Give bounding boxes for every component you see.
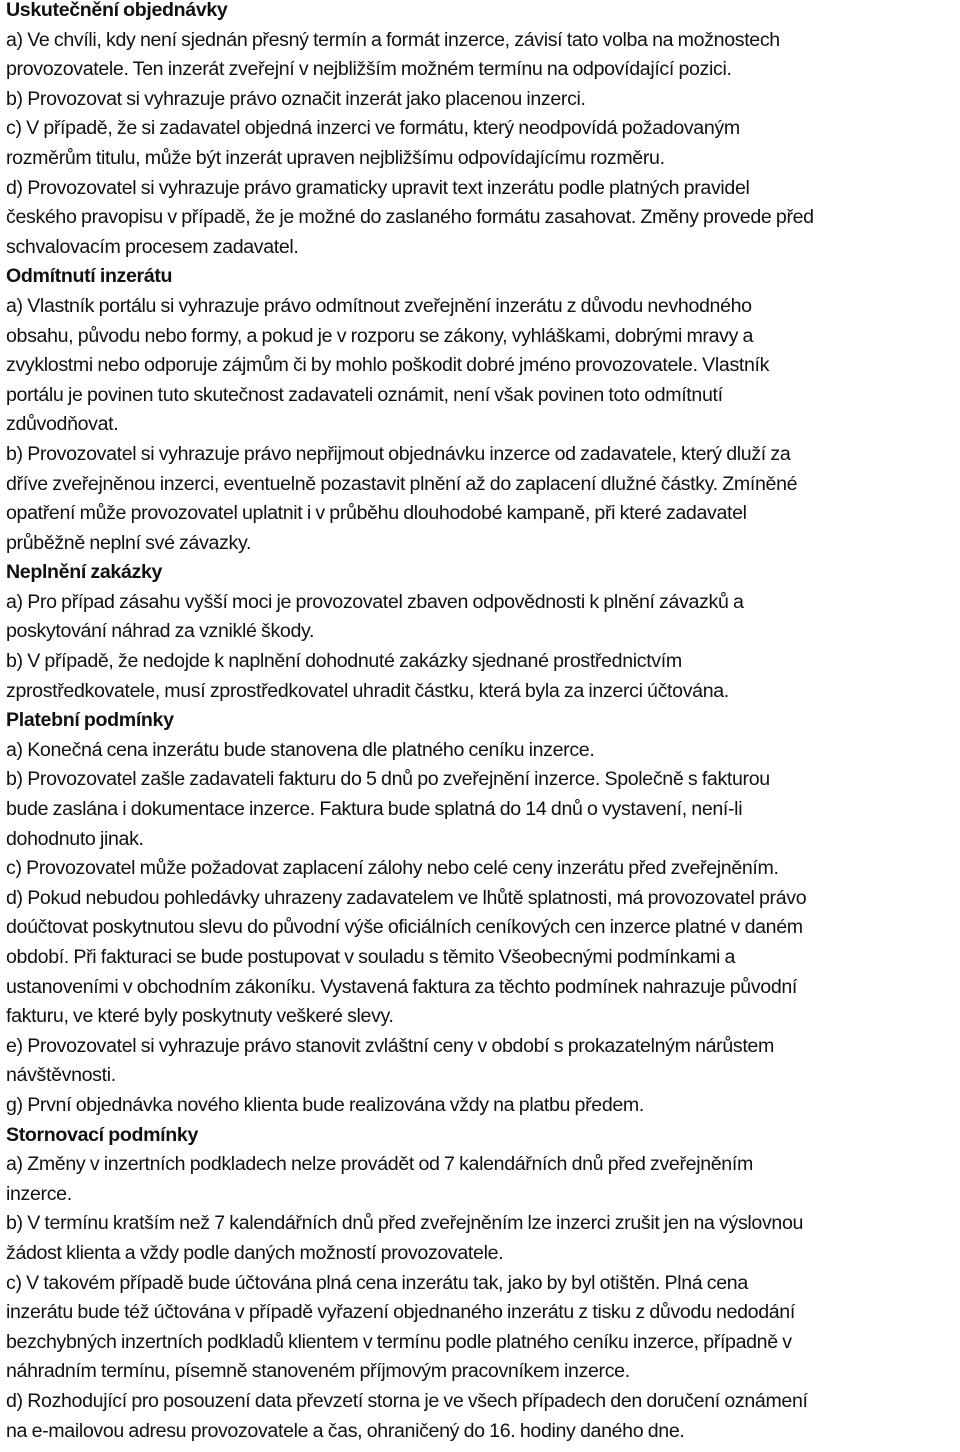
paragraph (6, 884, 960, 1032)
paragraph (6, 1091, 960, 1121)
section-heading: Platební podmínky (6, 709, 174, 732)
paragraph (6, 736, 960, 766)
text-line: inzerátu bude též účtována v případě vyřazení objednaného inzerátu z tisku z důvodu nedodání (6, 1301, 795, 1324)
text-line: b) Provozovatel zašle zadavateli fakturu do 5 dnů po zveřejnění inzerce. Společně s fakturou (6, 768, 770, 791)
text-line: portálu je povinen tuto skutečnost zadavateli oznámit, není však povinen toto odmítnutí (6, 383, 723, 406)
text-line: bude zaslána i dokumentace inzerce. Faktura bude splatná do 14 dnů o vystavení, není-li (6, 798, 743, 821)
text-line: bezchybných inzertních podkladů klientem v termínu podle platného ceníku inzerce, případně v (6, 1330, 792, 1353)
text-line: obsahu, původu nebo formy, a pokud je v rozporu se zákony, vyhláškami, dobrými mravy a (6, 324, 754, 347)
section-cancellation-terms (6, 1121, 960, 1447)
section-order-nonfulfillment (6, 558, 960, 706)
text-line: žádost klienta a vždy podle daných možností provozovatele. (6, 1241, 504, 1264)
paragraph (6, 765, 960, 854)
paragraph (6, 1387, 960, 1446)
text-line: b) Provozovatel si vyhrazuje právo nepřijmout objednávku inzerce od zadavatele, který dluží za (6, 442, 791, 465)
text-line: náhradním termínu, písemně stanoveném příjmovým pracovníkem inzerce. (6, 1360, 630, 1383)
paragraph (6, 114, 960, 173)
text-line: c) Provozovatel může požadovat zaplacení zálohy nebo celé ceny inzerátu před zveřejněním. (6, 857, 779, 880)
paragraph (6, 647, 960, 706)
section-heading: Uskutečnění objednávky (6, 0, 228, 21)
text-line: e) Provozovatel si vyhrazuje právo stanovit zvláštní ceny v období s prokazatelným nárůstem (6, 1034, 774, 1057)
section-heading: Neplnění zakázky (6, 561, 163, 584)
text-line: ustanoveními v obchodním zákoníku. Vystavená faktura za těchto podmínek nahrazuje původní (6, 975, 798, 998)
paragraph (6, 1269, 960, 1387)
section-heading: Odmítnutí inzerátu (6, 265, 173, 288)
section-heading: Stornovací podmínky (6, 1123, 198, 1146)
text-line: inzerce. (6, 1182, 72, 1205)
text-line: a) Pro případ zásahu vyšší moci je provozovatel zbaven odpovědnosti k plnění závazků a (6, 590, 744, 613)
text-line: a) Konečná cena inzerátu bude stanovena dle platného ceníku inzerce. (6, 738, 595, 761)
paragraph (6, 85, 960, 115)
text-line: b) Provozovat si vyhrazuje právo označit inzerát jako placenou inzerci. (6, 87, 586, 110)
text-line: a) Vlastník portálu si vyhrazuje právo odmítnout zveřejnění inzerátu z důvodu nevhodného (6, 294, 752, 317)
section-order-execution (6, 0, 960, 262)
section-payment-terms (6, 706, 960, 1120)
text-line: a) Ve chvíli, kdy není sjednán přesný termín a formát inzerce, závisí tato volba na možnostech (6, 28, 780, 51)
paragraph (6, 1209, 960, 1268)
text-line: d) Rozhodující pro posouzení data převzetí storna je ve všech případech den doručení oznámení (6, 1389, 808, 1412)
paragraph (6, 854, 960, 884)
text-line: g) První objednávka nového klienta bude realizována vždy na platbu předem. (6, 1093, 644, 1116)
text-line: d) Provozovatel si vyhrazuje právo gramaticky upravit text inzerátu podle platných pravidel (6, 176, 750, 199)
text-line: b) V termínu kratším než 7 kalendářních dnů před zveřejněním lze inzerci zrušit jen na výslovnou (6, 1212, 804, 1235)
text-line: rozměrům titulu, může být inzerát upraven nejbližšímu odpovídajícímu rozměru. (6, 146, 665, 169)
text-line: opatření může provozovatel uplatnit i v průběhu dlouhodobé kampaně, při které zadavatel (6, 502, 747, 525)
paragraph (6, 26, 960, 85)
text-line: na e-mailovou adresu provozovatele a čas, ohraničený do 16. hodiny daného dne. (6, 1419, 685, 1442)
text-line: dříve zveřejněnou inzerci, eventuelně pozastavit plnění až do zaplacení dlužné částky. Zmíněné (6, 472, 798, 495)
paragraph (6, 292, 960, 440)
text-line: zdůvodňovat. (6, 413, 119, 436)
text-line: c) V případě, že si zadavatel objedná inzerci ve formátu, který neodpovídá požadovaným (6, 117, 740, 140)
text-line: českého pravopisu v případě, že je možné do zaslaného formátu zasahovat. Změny provede před (6, 206, 814, 229)
text-line: b) V případě, že nedojde k naplnění dohodnuté zakázky sjednané prostřednictvím (6, 650, 682, 673)
paragraph (6, 1150, 960, 1209)
text-line: průběžně neplní své závazky. (6, 531, 252, 554)
paragraph (6, 1032, 960, 1091)
text-line: zprostředkovatele, musí zprostředkovatel uhradit částku, která byla za inzerci účtována. (6, 679, 729, 702)
text-line: a) Změny v inzertních podkladech nelze provádět od 7 kalendářních dnů před zveřejněním (6, 1153, 753, 1176)
paragraph (6, 588, 960, 647)
text-line: c) V takovém případě bude účtována plná cena inzerátu tak, jako by byl otištěn. Plná cena (6, 1271, 748, 1294)
text-line: období. Při fakturaci se bude postupovat v souladu s těmito Všeobecnými podmínkami a (6, 946, 736, 968)
text-line: zvyklostmi nebo odporuje zájmům či by mohlo poškodit dobré jméno provozovatele. Vlastník (6, 354, 770, 377)
paragraph (6, 174, 960, 263)
text-line: návštěvnosti. (6, 1064, 116, 1087)
text-line: d) Pokud nebudou pohledávky uhrazeny zadavatelem ve lhůtě splatnosti, má provozovatel právo (6, 886, 807, 909)
text-line: provozovatele. Ten inzerát zveřejní v nejbližším možném termínu na odpovídající pozici. (6, 58, 732, 81)
text-line: schvalovacím procesem zadavatel. (6, 235, 299, 258)
paragraph (6, 440, 960, 558)
text-line: fakturu, ve které byly poskytnuty veškeré slevy. (6, 1005, 394, 1028)
section-ad-rejection (6, 262, 960, 558)
text-line: doúčtovat poskytnutou slevu do původní výše oficiálních ceníkových cen inzerce platné v daném (6, 916, 803, 939)
text-line: poskytování náhrad za vzniklé škody. (6, 620, 315, 643)
text-line: dohodnuto jinak. (6, 827, 144, 850)
